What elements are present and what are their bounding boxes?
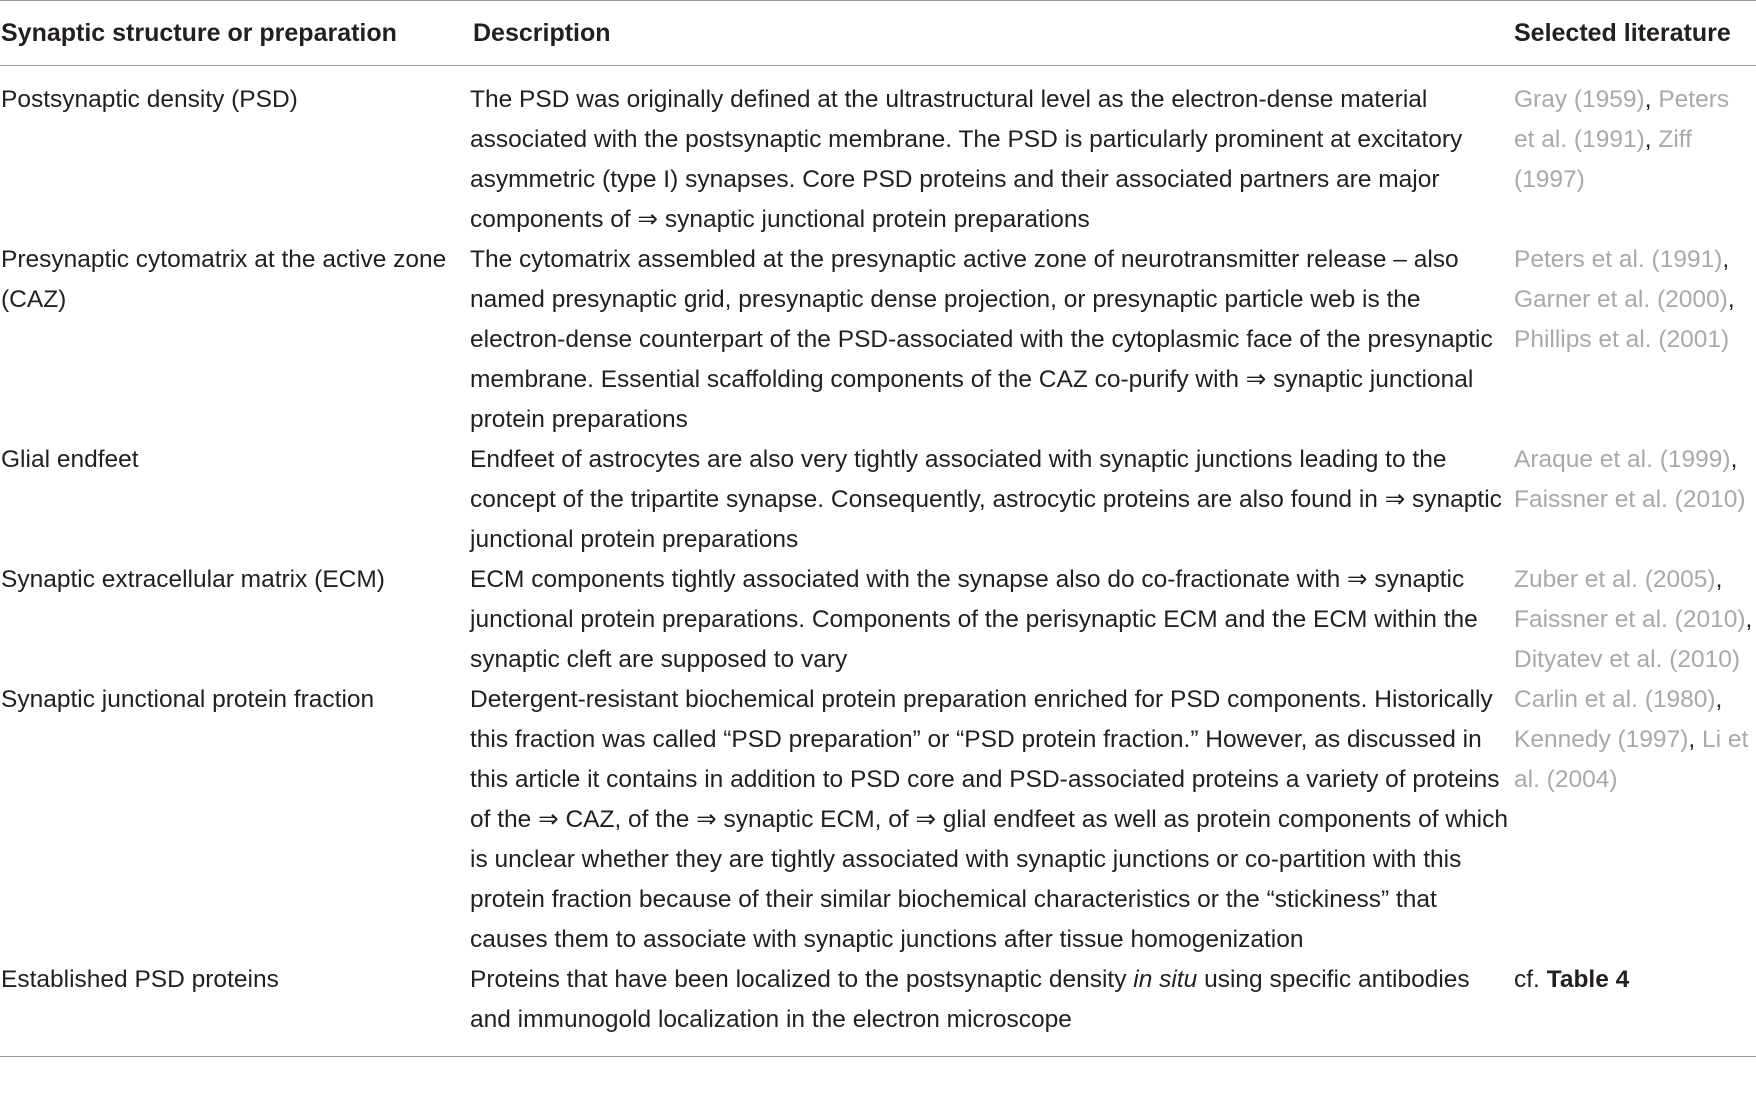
reference-separator: , — [1644, 126, 1652, 153]
table-row — [0, 66, 1756, 241]
description-italic-text: in situ — [1133, 966, 1198, 993]
reference-link[interactable]: Ziff (1997) — [1514, 126, 1692, 193]
structure-cell: Synaptic extracellular matrix (ECM) — [1, 566, 385, 593]
table-row — [0, 440, 1756, 560]
reference-separator: , — [1727, 286, 1735, 313]
reference-link[interactable]: Kennedy (1997) — [1514, 726, 1689, 753]
literature-cell — [1514, 440, 1756, 560]
header-row — [0, 1, 1756, 66]
table-header — [0, 1, 1756, 66]
description-cell — [460, 960, 1514, 1057]
reference-link[interactable]: Gray (1959) — [1514, 86, 1645, 113]
literature-cell — [1514, 680, 1756, 960]
table-row — [0, 960, 1756, 1057]
description-text: Proteins that have been localized to the postsynaptic density — [470, 966, 1134, 993]
header-literature: Selected literature — [1514, 18, 1731, 47]
reference-separator: , — [1722, 246, 1730, 273]
reference-separator: , — [1715, 566, 1723, 593]
structure-cell: Synaptic junctional protein fraction — [1, 686, 375, 713]
reference-link[interactable]: Phillips et al. (2001) — [1514, 326, 1730, 353]
structure-cell: Established PSD proteins — [1, 966, 279, 993]
description-text: using specific antibodies and immunogold localization in the electron microscope — [470, 966, 1470, 1033]
reference-link[interactable]: Carlin et al. (1980) — [1514, 686, 1716, 713]
reference-separator: , — [1715, 686, 1723, 713]
reference-separator: , — [1644, 86, 1652, 113]
table-row — [0, 560, 1756, 680]
header-structure: Synaptic structure or preparation — [1, 18, 397, 47]
reference-link[interactable]: Garner et al. (2000) — [1514, 286, 1728, 313]
reference-link[interactable]: Peters et al. (1991) — [1514, 246, 1723, 273]
structure-cell: Postsynaptic density (PSD) — [1, 86, 298, 113]
structure-cell: Presynaptic cytomatrix at the active zone (CAZ) — [1, 246, 447, 313]
description-cell: Endfeet of astrocytes are also very tightly associated with synaptic junctions leading to the concept of the tripartite synapse. Consequently, astrocytic proteins are also found in ⇒ synaptic junctional protein preparations — [470, 446, 1502, 553]
description-cell: The cytomatrix assembled at the presynaptic active zone of neurotransmitter release – also named presynaptic grid, presynaptic dense projection, or presynaptic particle web is the electron-dense counterpart of the PSD-associated with the cytoplasmic face of the presynaptic membrane. Essential scaffolding components of the CAZ co-purify with ⇒ synaptic junctional protein preparations — [470, 246, 1493, 433]
description-cell: ECM components tightly associated with the synapse also do co-fractionate with ⇒ synaptic junctional protein preparations. Components of the perisynaptic ECM and the ECM within the synaptic cleft are supposed to vary — [470, 566, 1478, 673]
reference-link[interactable]: Zuber et al. (2005) — [1514, 566, 1716, 593]
reference-link[interactable]: Li et al. (2004) — [1514, 726, 1749, 793]
literature-cell — [1514, 240, 1756, 440]
reference-link[interactable]: Araque et al. (1999) — [1514, 446, 1731, 473]
reference-link[interactable]: Faissner et al. (2010) — [1514, 606, 1746, 633]
table-row — [0, 680, 1756, 960]
literature-cell — [1514, 66, 1756, 241]
reference-separator: , — [1745, 606, 1753, 633]
table-reference-link[interactable]: Table 4 — [1546, 966, 1630, 993]
structure-cell: Glial endfeet — [1, 446, 139, 473]
reference-link[interactable]: Peters et al. (1991) — [1514, 86, 1730, 153]
table-body — [0, 66, 1756, 1057]
literature-cell — [1514, 560, 1756, 680]
reference-separator: , — [1730, 446, 1738, 473]
table-row — [0, 240, 1756, 440]
reference-link[interactable]: Dityatev et al. (2010) — [1514, 646, 1741, 673]
literature-cell — [1514, 960, 1756, 1057]
reference-link[interactable]: Faissner et al. (2010) — [1514, 486, 1746, 513]
cf-prefix: cf. — [1514, 966, 1540, 993]
reference-separator: , — [1688, 726, 1696, 753]
description-cell: Detergent-resistant biochemical protein preparation enriched for PSD components. Historically this fraction was called “PSD preparation” or “PSD protein fraction.” However, as discussed in this article it contains in addition to PSD core and PSD-associated proteins a variety of proteins of the ⇒ CAZ, of the ⇒ synaptic ECM, of ⇒ glial endfeet as well as protein components of which is unclear whether they are tightly associated with synaptic junctions or co-partition with this protein fraction because of their similar biochemical characteristics or the “stickiness” that causes them to associate with synaptic junctions after tissue homogenization — [470, 686, 1508, 953]
header-description: Description — [473, 18, 611, 47]
description-cell: The PSD was originally defined at the ultrastructural level as the electron-dense material associated with the postsynaptic membrane. The PSD is particularly prominent at excitatory asymmetric (type I) synapses. Core PSD proteins and their associated partners are major components of ⇒ synaptic junctional protein preparations — [470, 86, 1463, 233]
